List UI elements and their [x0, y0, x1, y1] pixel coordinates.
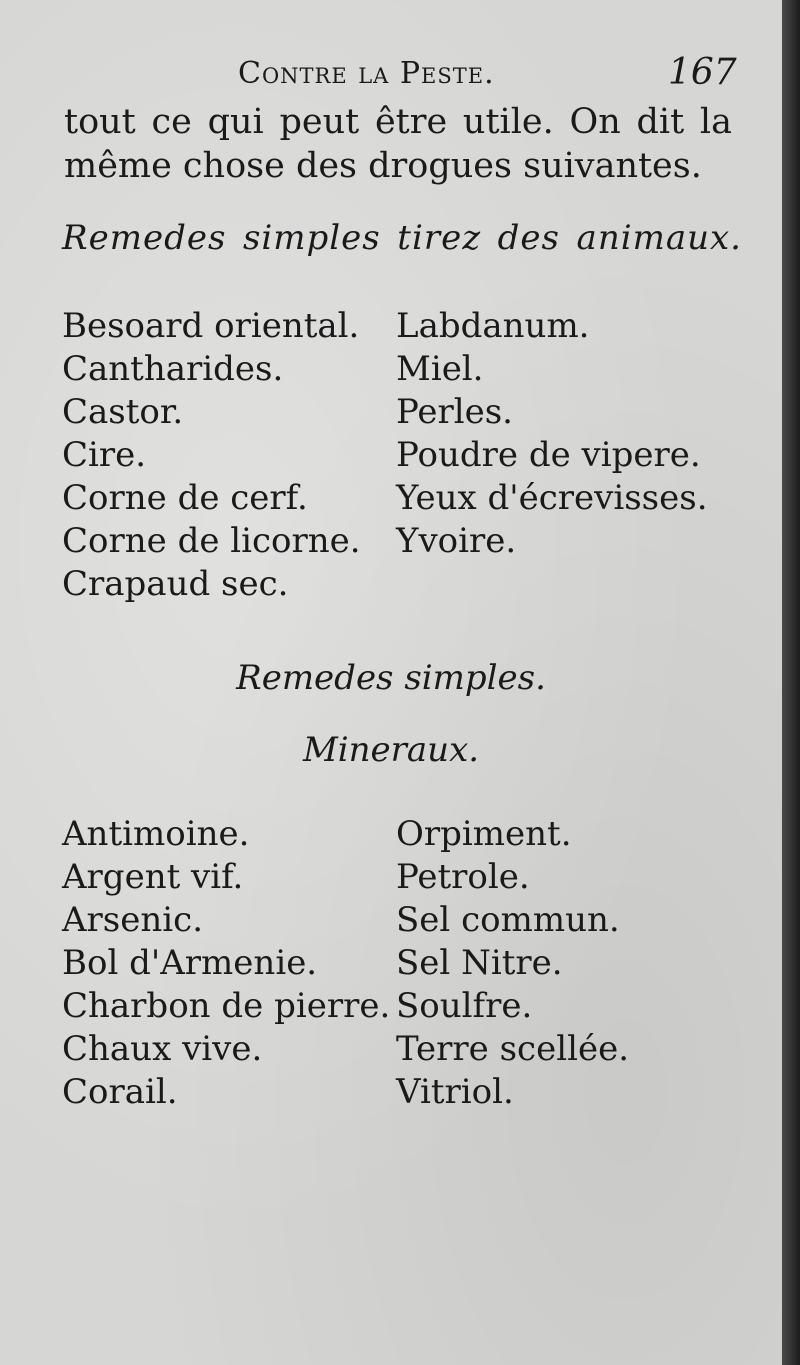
list-item: Soulfre. [396, 986, 533, 1026]
list-item: Vitriol. [396, 1072, 514, 1112]
list-item: Corne de licorne. [62, 521, 361, 561]
list-item: Orpiment. [396, 814, 572, 854]
list-item: Crapaud sec. [62, 564, 289, 604]
list-item: Sel Nitre. [396, 943, 563, 983]
list-item: Bol d'Armenie. [62, 943, 318, 983]
mineral-remedies-right-column [396, 813, 629, 1114]
list-item: Petrole. [396, 857, 530, 897]
section-heading-simple-remedies: Remedes simples. [236, 658, 546, 698]
animal-remedies-left-column [62, 305, 361, 606]
book-edge [782, 0, 800, 1365]
list-item: Charbon de pierre. [62, 986, 391, 1026]
mineral-remedies-left-column [62, 813, 390, 1114]
list-item: Perles. [396, 392, 513, 432]
list-item: Poudre de vipere. [396, 435, 701, 475]
section-heading-animals: Remedes simples tirez des animaux. [62, 218, 742, 258]
list-item: Sel commun. [396, 900, 620, 940]
list-item: Arsenic. [62, 900, 203, 940]
list-item: Corail. [62, 1072, 178, 1112]
list-item: Miel. [396, 349, 484, 389]
intro-line-1: tout ce qui peut être utile. On dit la [64, 102, 732, 142]
list-item: Yvoire. [396, 521, 517, 561]
page-header [0, 52, 782, 98]
page-number: 167 [668, 52, 737, 93]
list-item: Besoard oriental. [62, 306, 360, 346]
list-item: Terre scellée. [396, 1029, 630, 1069]
list-item: Cantharides. [62, 349, 284, 389]
list-item: Chaux vive. [62, 1029, 263, 1069]
list-item: Antimoine. [62, 814, 250, 854]
list-item: Castor. [62, 392, 184, 432]
list-item: Corne de cerf. [62, 478, 308, 518]
section-subheading-minerals: Mineraux. [302, 730, 480, 770]
list-item: Argent vif. [62, 857, 244, 897]
list-item: Labdanum. [396, 306, 590, 346]
list-item: Yeux d'écrevisses. [396, 478, 708, 518]
intro-line-2: même chose des drogues suivantes. [64, 146, 702, 186]
animal-remedies-right-column [396, 305, 708, 563]
list-item: Cire. [62, 435, 147, 475]
running-title: Contre la Peste. [238, 56, 495, 91]
